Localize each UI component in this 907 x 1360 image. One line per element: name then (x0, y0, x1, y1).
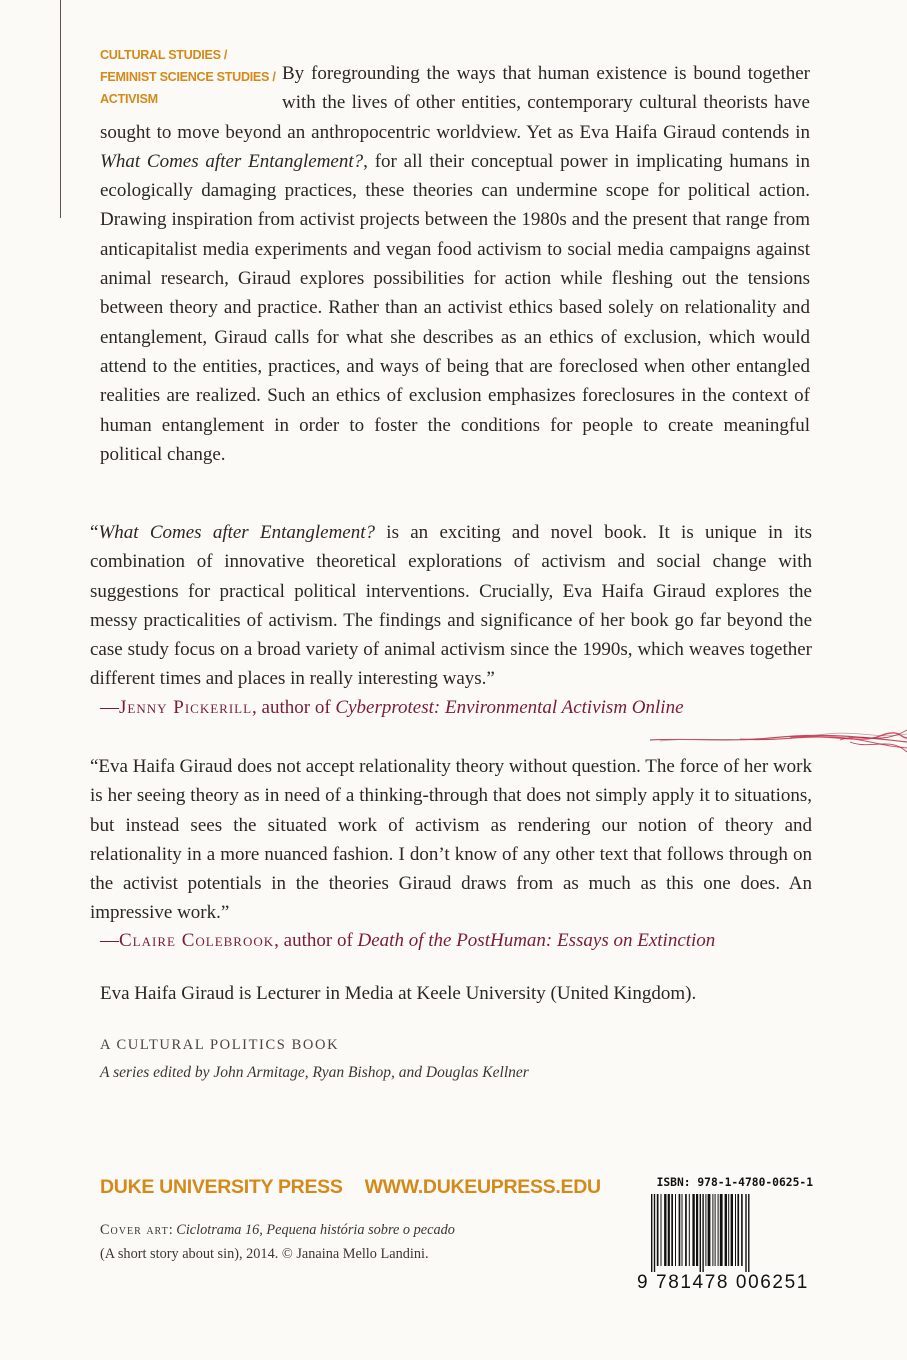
endorsement-colebrook: “Eva Haifa Giraud does not accept relationality theory without question. The force of her work is her seeing theory as in need of a thinking-through that does not simply apply it to situations, but instead sees the situated work of activism as rendering our notion of theory and relationality in a more nuanced fashion. I don’t know of any other text that follows through on the activist potentials in the theories Giraud draws from as much as this one does. An impressive work.” (90, 756, 812, 924)
cover-art-work: Ciclotrama 16, Pequena história sobre o pecado (176, 1222, 455, 1238)
barcode-bar (737, 1194, 739, 1266)
book-title: What Comes after Entanglement? (98, 522, 376, 543)
barcode-digits: 9 781478 006251 (637, 1272, 809, 1293)
subject-line: FEMINIST SCIENCE STUDIES / (100, 70, 276, 84)
isbn-label: ISBN: 978-1-4780-0625-1 (656, 1176, 813, 1189)
barcode-bar (735, 1194, 736, 1266)
barcode-bar (702, 1194, 703, 1272)
book-title: What Comes after Entanglement? (100, 150, 364, 172)
spacer (100, 59, 282, 117)
publisher-line (100, 1176, 601, 1199)
isbn-barcode (637, 1176, 813, 1292)
series-editors: A series edited by John Armitage, Ryan Bishop, and Douglas Kellner (100, 1064, 529, 1081)
barcode-bar (657, 1194, 659, 1266)
endorser-book: Cyberprotest: Environmental Activism Online (335, 697, 684, 718)
barcode-bar (705, 1194, 706, 1266)
barcode-bar (651, 1194, 652, 1272)
barcode-bars (637, 1194, 813, 1272)
barcode-bar (668, 1194, 670, 1266)
series-title: A CULTURAL POLITICS BOOK (100, 1037, 340, 1053)
barcode-bar (731, 1194, 733, 1266)
barcode-bar (675, 1194, 676, 1266)
barcode-bar (679, 1194, 681, 1266)
red-thread-decoration (650, 724, 907, 754)
barcode-bar (700, 1194, 701, 1272)
barcode-bar (745, 1194, 746, 1272)
barcode-bar (685, 1194, 687, 1266)
barcode-bar (720, 1194, 723, 1266)
barcode-bar (715, 1194, 716, 1266)
book-description: By foregrounding the ways that human existence is bound together with the lives of other entities, contemporary cultural theorists have sought to move beyond an anthropocentric worldview. Yet as Eva Haifa Giraud contends in What Comes after Entanglement?, for all their conceptual power in implicating humans in ecologically damaging practices, these theories can undermine scope for political action. Drawing inspiration from activist projects between the 1980s and the present that range from anticapitalist media experiments and vegan food activism to social media campaigns against animal research, Giraud explores possibilities for action while fleshing out the tensions between theory and practice. Rather than an activist ethics based solely on relationality and entanglement, Giraud calls for what she describes as an ethics of exclusion, which would attend to the entities, practices, and ways of being that are foreclosed when other entangled realities are realized. Such an ethics of exclusion emphasizes foreclosures in the context of human entanglement in order to foster the conditions for people to create meaningful political change. (100, 59, 810, 469)
barcode-bar (741, 1194, 743, 1266)
barcode-bar (696, 1194, 698, 1266)
barcode-bar (671, 1194, 673, 1266)
cover-art-details: (A short story about sin), 2014. © Janaina Mello Landini. (100, 1246, 429, 1262)
barcode-bar (708, 1194, 711, 1266)
barcode-bar (712, 1194, 713, 1266)
barcode-bar (692, 1194, 694, 1266)
endorser-book: Death of the PostHuman: Essays on Extinction (357, 930, 716, 951)
endorser-name: Claire Colebrook (119, 930, 275, 951)
endorsement-attribution: —Claire Colebrook, author of Death of the PostHuman: Essays on Extinction (100, 930, 716, 951)
barcode-bar (718, 1194, 719, 1266)
spine-rule (60, 0, 61, 218)
barcode-bar (664, 1194, 666, 1266)
cover-art-label: Cover art (100, 1222, 169, 1238)
barcode-bar (748, 1194, 749, 1272)
barcode-bar (689, 1194, 690, 1266)
barcode-bar (725, 1194, 727, 1266)
publisher-name: DUKE UNIVERSITY PRESS (100, 1176, 343, 1198)
barcode-bar (728, 1194, 729, 1266)
author-bio: Eva Haifa Giraud is Lecturer in Media at Keele University (United Kingdom). (100, 983, 697, 1004)
endorsement-pickerill: “What Comes after Entanglement? is an exciting and novel book. It is unique in its combination of innovative theoretical explorations of activism and social change with suggestions for practical political interventions. Crucially, Eva Haifa Giraud explores the messy practicalities of activism. The findings and significance of her book go far beyond the case study focus on a broad variety of animal activism since the 1990s, which weaves together different times and places in really interesting ways.” (90, 522, 812, 690)
barcode-bar (654, 1194, 655, 1272)
barcode-bar (661, 1194, 662, 1266)
subject-line: CULTURAL STUDIES / (100, 48, 228, 62)
endorser-name: Jenny Pickerill (119, 697, 253, 718)
subject-line: ACTIVISM (100, 92, 158, 106)
publisher-website: WWW.DUKEUPRESS.EDU (364, 1176, 601, 1198)
endorsement-attribution: —Jenny Pickerill, author of Cyberprotest: Environmental Activism Online (100, 697, 684, 718)
barcode-bar (682, 1194, 683, 1266)
cover-art-credit: Cover art: Ciclotrama 16, Pequena história sobre o pecado (A short story about sin), 2014. © Janaina Mello Landini. (100, 1218, 520, 1266)
